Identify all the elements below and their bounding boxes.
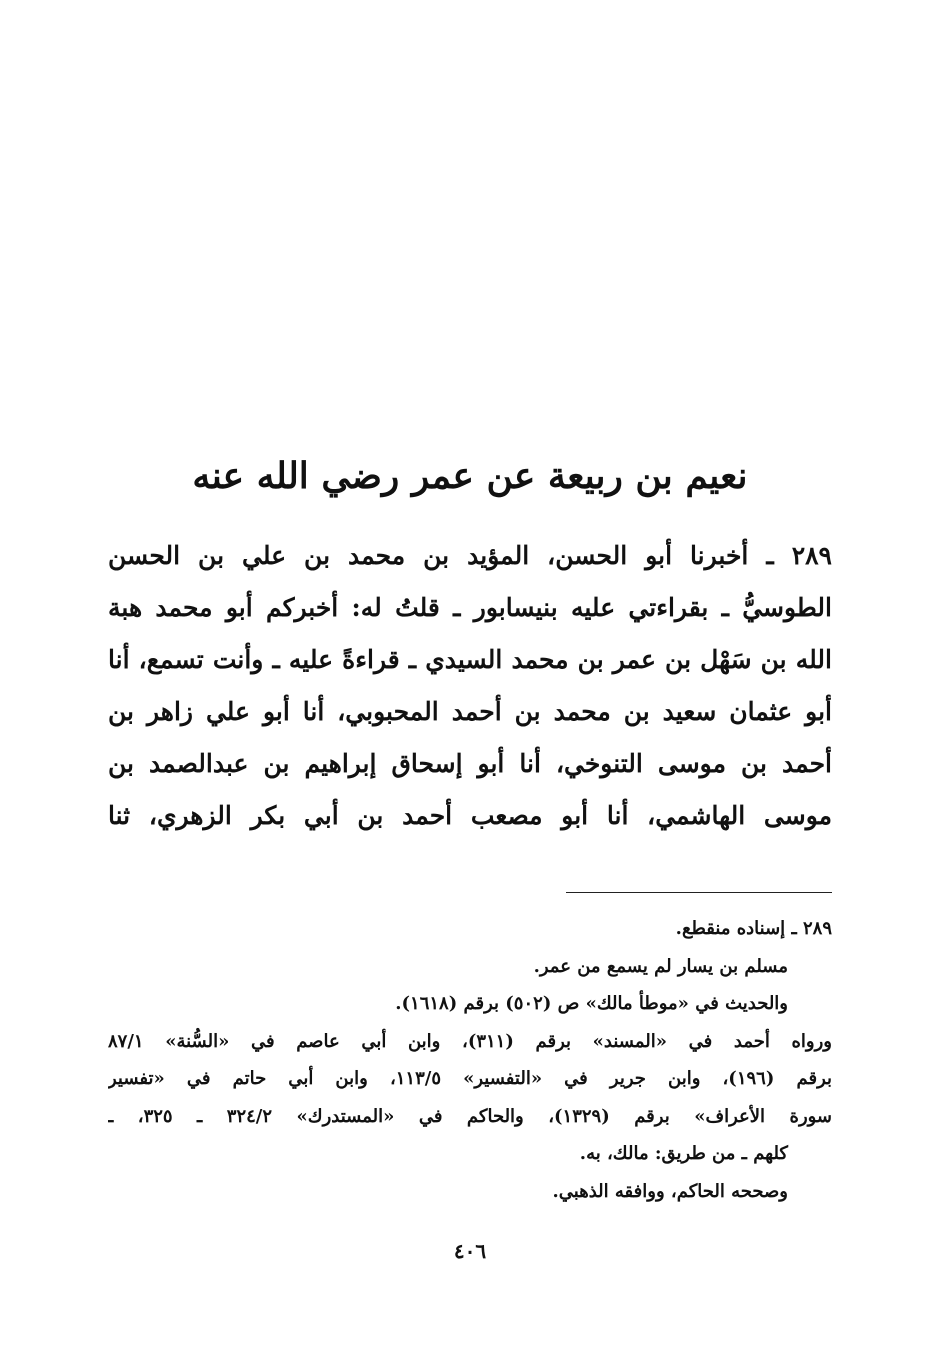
footnote-line: مسلم بن يسار لم يسمع من عمر.: [533, 955, 788, 977]
footnote-divider: [566, 892, 832, 893]
footnote-line: ورواه أحمد في «المسند» برقم (٣١١)، وابن أبي عاصم في «السُّنة» ٨٧/١: [108, 1030, 832, 1052]
footnote-line: ٢٨٩ ـ إسناده منقطع.: [675, 918, 832, 939]
footnote-line: والحديث في «موطأ مالك» ص (٥٠٢) برقم (١٦١٨).: [395, 993, 788, 1014]
section-title: نعيم بن ربيعة عن عمر رضي الله عنه: [192, 455, 748, 497]
footnote-line: وصححه الحاكم، ووافقه الذهبي.: [552, 1180, 788, 1202]
text-line: أبو عثمان سعيد بن محمد بن أحمد المحبوبي، أنا أبو علي زاهر بن: [108, 697, 832, 726]
footnote-line: برقم (١٩٦)، وابن جرير في «التفسير» ١١٣/٥، وابن أبي حاتم في «تفسير: [108, 1068, 832, 1089]
hadith-text: [108, 530, 832, 842]
page-number: ٤٠٦: [453, 1239, 487, 1263]
text-line: الطوسيُّ ـ بقراءتي عليه بنيسابور ـ قلتُ له: أخبركم أبو محمد هبة: [108, 593, 832, 622]
footnote-line: كلهم ـ من طريق: مالك، به.: [579, 1143, 788, 1164]
text-line: أحمد بن موسى التنوخي، أنا أبو إسحاق إبراهيم بن عبدالصمد بن: [108, 749, 832, 778]
text-line: الله بن سَهْل بن عمر بن محمد السيدي ـ قراءةً عليه ـ وأنت تسمع، أنا: [108, 645, 832, 674]
text-line: موسى الهاشمي، أنا أبو مصعب أحمد بن أبي بكر الزهري، ثنا: [108, 801, 832, 830]
footnote-line: سورة الأعراف» برقم (١٣٢٩)، والحاكم في «المستدرك» ٣٢٤/٢ ـ ٣٢٥، ـ: [108, 1105, 832, 1127]
text-line: ٢٨٩ ـ أخبرنا أبو الحسن، المؤيد بن محمد بن علي بن الحسن: [108, 541, 832, 570]
footnotes: [108, 910, 832, 1210]
